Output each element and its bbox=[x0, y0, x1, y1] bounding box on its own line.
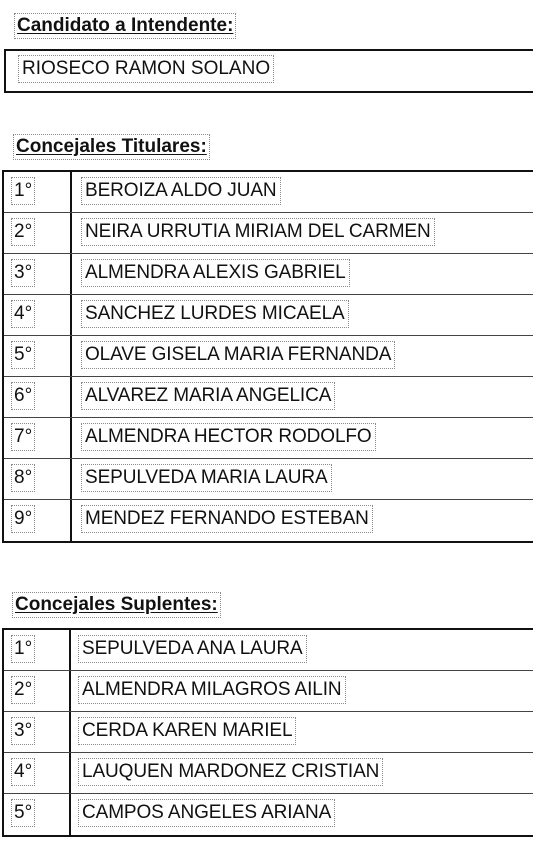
titulares-row bbox=[4, 377, 533, 418]
intendente-box bbox=[4, 49, 533, 93]
titulares-row bbox=[4, 459, 533, 500]
titulares-heading: Concejales Titulares: bbox=[13, 134, 210, 160]
candidate-name: BEROIZA ALDO JUAN bbox=[81, 177, 281, 205]
row-number: 1° bbox=[11, 177, 35, 205]
candidate-name: CERDA KAREN MARIEL bbox=[78, 717, 296, 745]
candidate-name: ALMENDRA HECTOR RODOLFO bbox=[81, 423, 376, 451]
candidate-name: ALMENDRA MILAGROS AILIN bbox=[78, 676, 346, 704]
suplentes-row bbox=[4, 712, 533, 753]
titulares-row bbox=[4, 254, 533, 295]
row-number: 7° bbox=[11, 423, 35, 451]
row-number: 5° bbox=[11, 799, 35, 827]
suplentes-row bbox=[4, 630, 533, 671]
row-number: 4° bbox=[11, 758, 35, 786]
candidate-name: NEIRA URRUTIA MIRIAM DEL CARMEN bbox=[81, 218, 435, 246]
candidate-name: MENDEZ FERNANDO ESTEBAN bbox=[81, 505, 373, 533]
suplentes-heading: Concejales Suplentes: bbox=[12, 592, 221, 618]
candidate-name: ALMENDRA ALEXIS GABRIEL bbox=[81, 259, 350, 287]
row-number: 1° bbox=[11, 635, 35, 663]
titulares-table bbox=[2, 170, 533, 543]
titulares-row bbox=[4, 213, 533, 254]
candidate-name: OLAVE GISELA MARIA FERNANDA bbox=[81, 341, 395, 369]
intendente-heading: Candidato a Intendente: bbox=[14, 13, 236, 39]
row-number: 6° bbox=[11, 382, 35, 410]
row-number: 8° bbox=[11, 464, 35, 492]
suplentes-row bbox=[4, 671, 533, 712]
candidate-name: ALVAREZ MARIA ANGELICA bbox=[81, 382, 335, 410]
row-number: 9° bbox=[11, 505, 35, 533]
suplentes-row bbox=[4, 794, 533, 835]
row-number: 2° bbox=[11, 676, 35, 704]
suplentes-table bbox=[2, 628, 533, 837]
intendente-name: RIOSECO RAMON SOLANO bbox=[18, 55, 274, 83]
titulares-row bbox=[4, 418, 533, 459]
row-number: 5° bbox=[11, 341, 35, 369]
titulares-row bbox=[4, 336, 533, 377]
candidate-name: CAMPOS ANGELES ARIANA bbox=[78, 799, 335, 827]
titulares-row bbox=[4, 172, 533, 213]
candidate-name: SEPULVEDA MARIA LAURA bbox=[81, 464, 332, 492]
titulares-row bbox=[4, 500, 533, 541]
row-number: 4° bbox=[11, 300, 35, 328]
row-number: 3° bbox=[11, 717, 35, 745]
candidate-name: SEPULVEDA ANA LAURA bbox=[78, 635, 307, 663]
row-number: 2° bbox=[11, 218, 35, 246]
titulares-row bbox=[4, 295, 533, 336]
candidate-name: SANCHEZ LURDES MICAELA bbox=[81, 300, 349, 328]
suplentes-row bbox=[4, 753, 533, 794]
row-number: 3° bbox=[11, 259, 35, 287]
candidate-name: LAUQUEN MARDONEZ CRISTIAN bbox=[78, 758, 383, 786]
